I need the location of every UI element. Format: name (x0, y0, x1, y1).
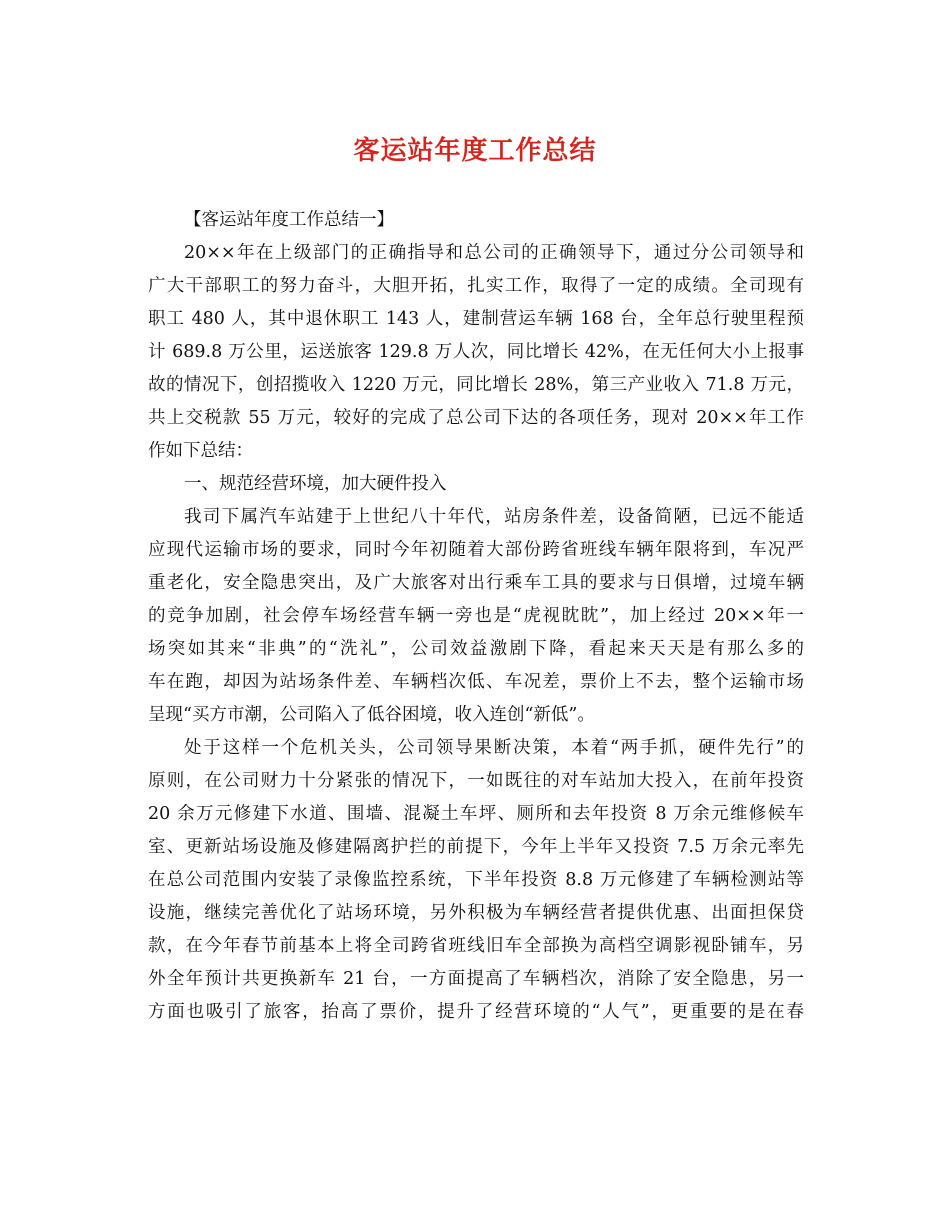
text-line: 我司下属汽车站建于上世纪八十年代，站房条件差，设备简陋，已远不能适 (184, 507, 804, 527)
section-label: 【客运站年度工作总结一】 (184, 210, 394, 230)
text-line: 应现代运输市场的要求，同时今年初随着大部份跨省班线车辆年限将到，车况严 (148, 540, 804, 560)
text-line: 外全年预计共更换新车 21 台，一方面提高了车辆档次，消除了安全隐患，另一 (148, 969, 804, 989)
text-line: 方面也吸引了旅客，抬高了票价，提升了经营环境的“人气”，更重要的是在春 (148, 1002, 804, 1022)
text-line: 设施，继续完善优化了站场环境，另外积极为车辆经营者提供优惠、出面担保贷 (148, 903, 804, 923)
text-line: 车在跑，却因为站场条件差、车辆档次低、车况差，票价上不去，整个运输市场 (148, 672, 804, 692)
paragraph-summary (148, 237, 804, 468)
text-line: 20 余万元修建下水道、围墙、混凝土车坪、厕所和去年投资 8 万余元维修候车 (148, 804, 804, 824)
text-line: 作如下总结： (148, 441, 253, 461)
text-line: 计 689.8 万公里，运送旅客 129.8 万人次，同比增长 42%，在无任何大小上报事 (148, 342, 804, 362)
paragraph-background (148, 501, 804, 732)
text-line: 场突如其来“非典”的“洗礼”，公司效益激剧下降，看起来天天是有那么多的 (148, 639, 804, 659)
text-line: 职工 480 人，其中退休职工 143 人，建制营运车辆 168 台，全年总行驶里程预 (148, 309, 804, 329)
text-line: 室、更新站场设施及修建隔离护拦的前提下，今年上半年又投资 7.5 万余元率先 (148, 837, 804, 857)
text-line: 20××年在上级部门的正确指导和总公司的正确领导下，通过分公司领导和 (184, 243, 804, 263)
text-line: 处于这样一个危机关头，公司领导果断决策，本着“两手抓，硬件先行”的 (184, 738, 804, 758)
text-line: 重老化，安全隐患突出，及广大旅客对出行乘车工具的要求与日俱增，过境车辆 (148, 573, 804, 593)
text-line: 的竞争加剧，社会停车场经营车辆一旁也是“虎视眈眈”，加上经过 20××年一 (148, 606, 804, 626)
text-line: 共上交税款 55 万元，较好的完成了总公司下达的各项任务，现对 20××年工作 (148, 408, 804, 428)
paragraph-investment (148, 732, 804, 1029)
text-line: 广大干部职工的努力奋斗，大胆开拓，扎实工作，取得了一定的成绩。全司现有 (148, 276, 804, 296)
text-line: 呈现“买方市潮，公司陷入了低谷困境，收入连创“新低”。 (148, 705, 595, 725)
section-heading (148, 468, 804, 501)
document-title: 客运站年度工作总结 (353, 136, 597, 166)
text-line: 一、规范经营环境，加大硬件投入 (184, 474, 447, 494)
text-line: 原则，在公司财力十分紧张的情况下，一如既往的对车站加大投入，在前年投资 (148, 771, 804, 791)
text-line: 故的情况下，创招揽收入 1220 万元，同比增长 28%，第三产业收入 71.8 万元， (148, 375, 804, 395)
document-body (148, 204, 804, 1029)
text-line: 款，在今年春节前基本上将全司跨省班线旧车全部换为高档空调影视卧铺车，另 (148, 936, 804, 956)
text-line: 在总公司范围内安装了录像监控系统，下半年投资 8.8 万元修建了车辆检测站等 (148, 870, 804, 890)
